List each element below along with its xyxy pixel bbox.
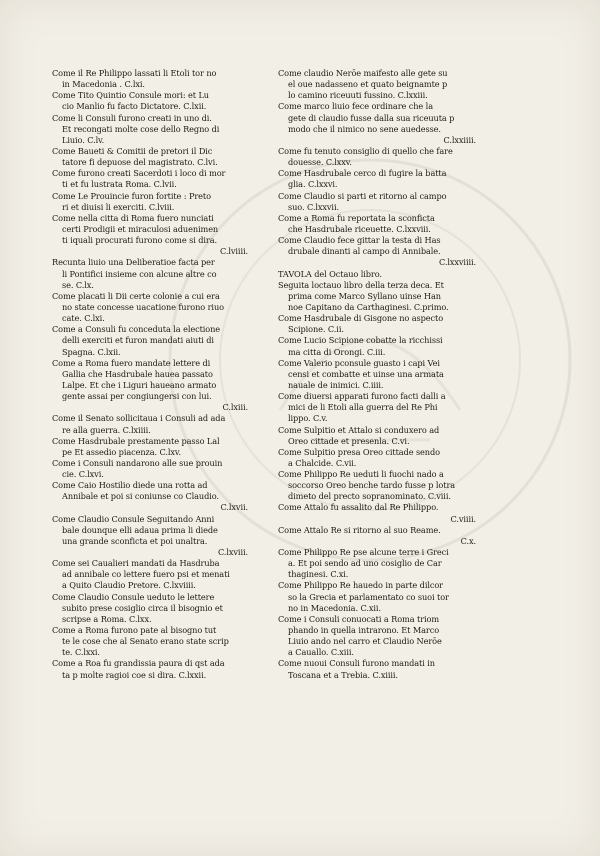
index-line: bale dounque elli adaua prima li diede [62,524,218,535]
index-line: che Hasdrubale riceuette. C.lxxviii. [288,223,431,234]
index-line: cie. C.lxvi. [62,469,104,480]
index-line: C.lxvii. [220,502,248,513]
index-line: se. C.lx. [62,279,94,290]
index-line: C.lviiii. [220,246,248,257]
index-line: Come Claudio si parti et ritorno al campo [278,190,447,201]
index-line: TAVOLA del Octauo libro. [278,268,382,279]
index-line: Come Philippo Re hauedo in parte dilcor [278,580,443,591]
index-line: Et recongati molte cose dello Regno di [62,123,220,134]
left-index-column [52,68,264,681]
index-line: certi Prodigii et miraculosi aduenimen [62,223,219,234]
index-line: douesse. C.lxxv. [288,157,352,168]
index-line: no state concesse uacatione furono riuo [62,301,224,312]
index-line: C.viiii. [450,513,476,524]
index-line: Oreo cittade et presenla. C.vi. [288,435,410,446]
index-line: ri et diuisi li exerciti. C.lviii. [62,201,175,212]
index-line: censi et combatte et uinse una armata [288,368,444,379]
index-line: Scipione. C.ii. [288,324,344,335]
index-line: li Pontifici insieme con alcune altre co [62,268,217,279]
index-line: Come i Consuli nandarono alle sue prouin [52,457,223,468]
index-line: nauale de inimici. C.iiii. [288,379,384,390]
index-line: Come Hasdrubale prestamente passo Lal [52,435,220,446]
index-line: Come furono creati Sacerdoti i loco di mor [52,168,226,179]
right-index-column [278,68,492,681]
index-line: in Macedonia . C.lxi. [62,79,145,90]
index-line: C.lxxviiii. [438,257,476,268]
index-line: Toscana et a Trebia. C.xiiii. [288,669,398,680]
index-line: Come a Roma furono pate al bisogno tut [52,625,217,636]
index-line: Come placati li Dii certe colonie a cui era [52,290,220,301]
index-line: ti iquali procurati furono come si dira. [62,235,217,246]
index-line: drubale dinanti al campo di Annibale. [288,246,441,257]
index-line: Come a Roma fu reportata la sconficta [278,212,435,223]
index-line: Come a Roa fu grandissia paura di qst ada [52,658,225,669]
index-line: so la Grecia et parlamentato co suoi tor [288,591,449,602]
index-line: Come Le Prouincie furon fortite : Preto [52,190,211,201]
index-line: gete di claudio fusse dalla sua riceuuta p [288,112,455,123]
index-line: Come claudio Nerōe maifesto alle gete su [278,68,448,78]
index-line: Come Claudio Consule Seguitando Anni [52,513,215,524]
index-line: Spagna. C.lxii. [62,346,121,357]
index-line: lo camino riceuuti fussino. C.lxxiii. [288,90,428,101]
index-line: modo che il nimico no sene auedesse. [288,123,441,134]
index-line: tatore fi depuose del magistrato. C.lvi. [62,157,218,168]
index-line: soccorso Oreo benche tardo fusse p lotra [288,480,456,491]
index-line: a Cauallo. C.xiii. [288,647,354,658]
index-line: scripse a Roma. C.lxx. [62,613,152,624]
index-line: Come li Consuli furono creati in uno di. [52,112,212,123]
index-line: Come il Re Philippo lassati li Etoli tor no [52,68,217,78]
index-line: glia. C.lxxvi. [288,179,338,190]
index-line: Liuio ando nel carro et Claudio Nerōe [288,636,442,647]
index-line: pe Et assedio piacenza. C.lxv. [62,446,181,457]
index-line: una grande sconficta et poi unaltra. [62,535,208,546]
index-line: Come Lucio Scipione cobatte la ricchissi [278,335,443,346]
index-line: Come nuoui Consuli furono mandati in [278,658,435,669]
index-line: cate. C.lxi. [62,313,105,324]
index-line: Gallia che Hasdrubale hauea passato [62,368,213,379]
index-line: Come Sulpitio et Attalo si conduxero ad [278,424,440,435]
index-line: Come Claudio fece gittar la testa di Has [278,235,441,246]
index-line: no in Macedonia. C.xii. [288,602,381,613]
index-line: el oue nadasseno et quato beignamte p [288,79,448,90]
index-line: Come Sulpitio presa Oreo cittade sendo [278,446,440,457]
index-line: noe Capitano da Carthaginesi. C.primo. [288,301,449,312]
index-line: Come Caio Hostilio diede una rotta ad [52,480,208,491]
index-line: Come Philippo Re ueduti li fuochi nado a [278,469,444,480]
index-line: Lalpe. Et che i Liguri haueano armato [62,379,217,390]
index-line: cio Manlio fu facto Dictatore. C.lxii. [62,101,207,112]
index-line: C.x. [460,535,476,546]
index-line: Come il Senato sollicitaua i Consuli ad ada [52,413,226,424]
index-line: Annibale et poi si coniunse co Claudio. [62,491,219,502]
index-line: Come a Roma fuero mandate lettere di [52,357,211,368]
index-line: Come Philippo Re pse alcune terre i Greci [278,547,449,558]
index-line: ta p molte ragioi coe si dira. C.lxxii. [62,669,207,680]
index-line: Come Hasdrubale cerco di fugire la batta [278,168,447,179]
index-line: mici de li Etoli alla guerra del Re Phi [288,402,438,413]
index-line: Come Claudio Consule ueduto le lettere [52,591,215,602]
index-line: Come Valerio pconsule guasto i capi Vei [278,357,440,368]
index-line: Come nella citta di Roma fuero nunciati [52,212,214,223]
index-line: C.lxxiiii. [443,134,476,145]
index-line: Come Baueti & Comitii de pretori il Dic [52,145,213,156]
index-line: gente assai per congiungersi con lui. [62,391,212,402]
index-line: C.lxiii. [222,402,248,413]
index-line: delli exerciti et furon mandati aiuti di [62,335,214,346]
index-line: Come Attalo fu assalito dal Re Philippo. [278,502,439,513]
index-line: Come Attalo Re si ritorno al suo Reame. [278,524,441,535]
index-line: Come i Consuli conuocati a Roma triom [278,613,440,624]
index-line: Come sei Caualieri mandati da Hasdruba [52,558,220,569]
index-line: Come marco liuio fece ordinare che la [278,101,433,112]
index-line: prima come Marco Syllano uinse Han [288,290,441,301]
index-line: Come Tito Quintio Consule mori: et Lu [52,90,209,101]
index-line: C.lxviii. [218,547,248,558]
index-line: Seguita loctauo libro della terza deca. Et [278,279,444,290]
index-line: ti et fu lustrata Roma. C.lvii. [62,179,177,190]
index-line: a Chalcide. C.vii. [288,457,357,468]
index-line: dimeto del precto sopranominato. C.viii. [288,491,451,502]
index-line: thaginesi. C.xi. [288,569,349,580]
index-line: a Quito Claudio Pretore. C.lxviiii. [62,580,196,591]
index-line: Come Hasdrubale di Gisgone no aspecto [278,313,444,324]
index-line: phando in quella intrarono. Et Marco [288,625,440,636]
index-line: re alla guerra. C.lxiiii. [62,424,151,435]
index-line: ad annibale co lettere fuero psi et menati [62,569,230,580]
index-line: lippo. C.v. [288,413,328,424]
index-line: ma citta di Orongi. C.iii. [288,346,386,357]
index-line: suo. C.lxxvii. [288,201,339,212]
index-line: Come a Consuli fu conceduta la electione [52,324,221,335]
index-line: Recunta liuio una Deliberatioe facta per [52,257,215,268]
index-line: a. Et poi sendo ad uno cosiglio de Car [288,558,442,569]
index-line: Come diuersi apparati furono facti dalli a [278,391,446,402]
index-line: subito prese cosiglio circa il bisognio et [62,602,223,613]
index-line: Liuio. C.lv. [62,134,105,145]
index-line: te le cose che al Senato erano state scrip [62,636,229,647]
index-line: Come fu tenuto consiglio di quello che fare [278,145,453,156]
index-line: te. C.lxxi. [62,647,100,658]
